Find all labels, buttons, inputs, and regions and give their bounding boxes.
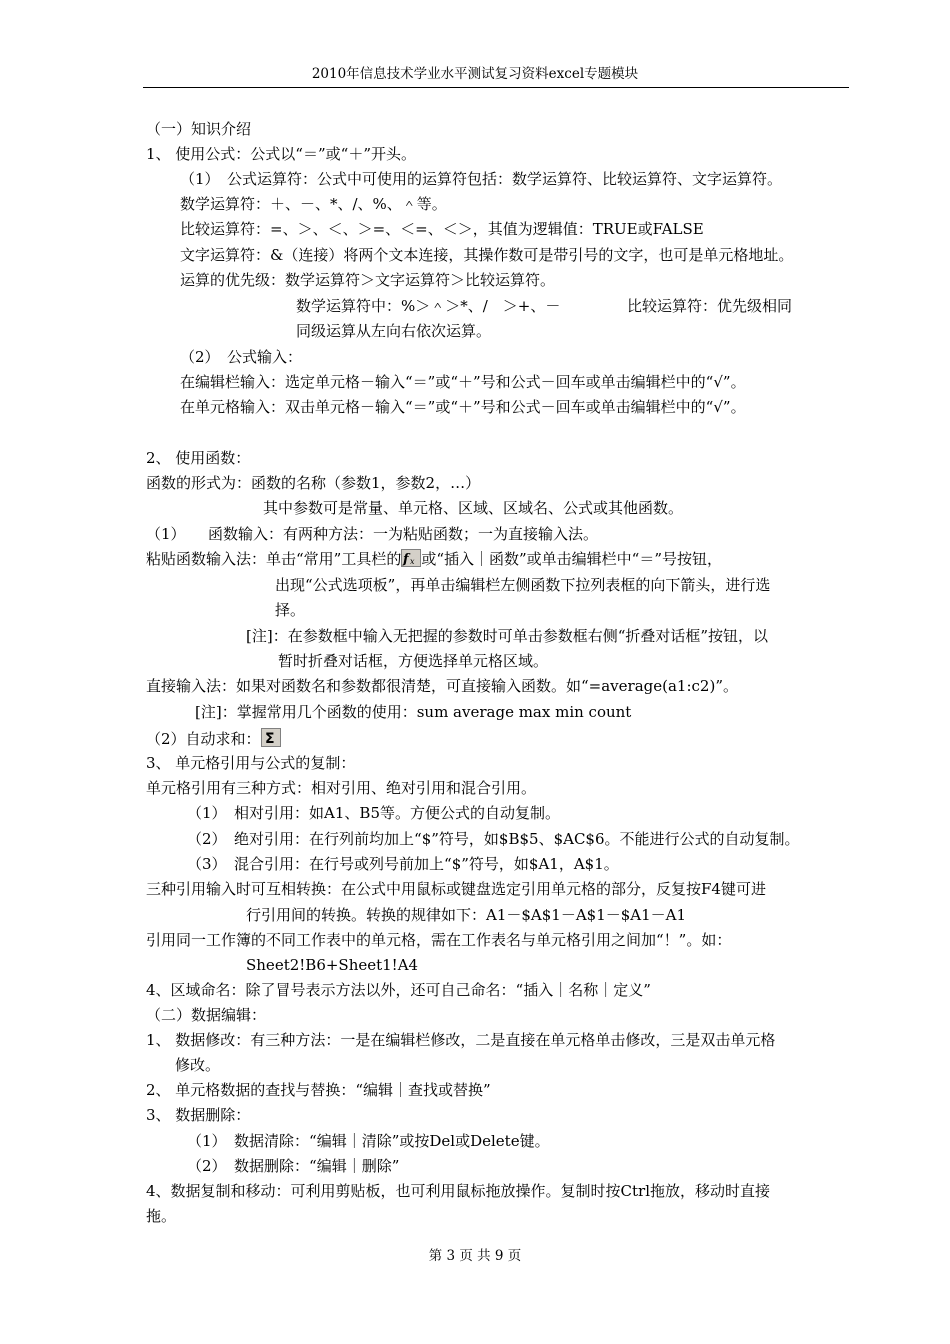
compare-operator-order: 比较运算符：优先级相同 xyxy=(627,297,793,315)
data-delete-heading: 3、 数据删除： xyxy=(146,1106,251,1124)
note-collapse-dialog-end: 暂时折叠对话框，方便选择单元格区域。 xyxy=(278,652,549,670)
formula-palette-desc: 出现“公式选项板”，再单击编辑栏左侧函数下拉列表框的向下箭头，进行选 xyxy=(275,576,771,594)
data-copy-move-end: 拖。 xyxy=(146,1207,177,1225)
same-level-order: 同级运算从左向右依次运算。 xyxy=(296,322,492,340)
paste-function-line xyxy=(146,549,722,571)
heading-cell-reference: 3、 单元格引用与公式的复制： xyxy=(146,754,356,772)
data-clear: （1） 数据清除：“编辑｜清除”或按Del或Delete键。 xyxy=(187,1132,550,1150)
input-in-edit-bar: 在编辑栏输入：选定单元格－输入“＝”或“＋”号和公式－回车或单击编辑栏中的“√”。 xyxy=(180,373,746,391)
cross-sheet-reference: 引用同一工作簿的不同工作表中的单元格，需在工作表名与单元格引用之间加“！”。如： xyxy=(146,931,732,949)
cross-sheet-example: Sheet2!B6+Sheet1!A4 xyxy=(246,956,419,974)
find-replace: 2、 单元格数据的查找与替换：“编辑｜查找或替换” xyxy=(146,1081,491,1099)
data-modify: 1、 数据修改：有三种方法：一是在编辑栏修改，二是直接在单元格单击修改，三是双击单元格 xyxy=(146,1031,776,1049)
heading-use-function: 2、 使用函数： xyxy=(146,449,251,467)
input-in-cell: 在单元格输入：双击单元格－输入“＝”或“＋”号和公式－回车或单击编辑栏中的“√”。 xyxy=(180,398,746,416)
absolute-reference: （2） 绝对引用：在行列前均加上“$”符号，如$B$5、$AC$6。不能进行公式的自动复制。 xyxy=(187,830,800,848)
math-operators: 数学运算符：＋、－、*、/、%、＾等。 xyxy=(180,195,447,213)
reference-types: 单元格引用有三种方式：相对引用、绝对引用和混合引用。 xyxy=(146,779,537,797)
text-operators: 文字运算符：&（连接）将两个文本连接，其操作数可是带引号的文字，也可是单元格地址。 xyxy=(180,246,794,264)
fx-function-icon xyxy=(401,549,421,571)
svg-text:f: f xyxy=(403,552,409,567)
sigma-autosum-icon xyxy=(261,728,281,751)
formula-operators: （1） 公式运算符：公式中可使用的运算符包括：数学运算符、比较运算符、文字运算符。 xyxy=(180,170,783,188)
note-common-functions: [注]：掌握常用几个函数的使用：sum average max min count xyxy=(195,703,632,721)
autosum-line xyxy=(146,728,281,751)
data-remove: （2） 数据删除：“编辑｜删除” xyxy=(187,1157,400,1175)
range-naming: 4、区域命名：除了冒号表示方法以外，还可自己命名：“插入｜名称｜定义” xyxy=(146,981,651,999)
note-collapse-dialog: [注]：在参数框中输入无把握的参数时可单击参数框右侧“折叠对话框”按钮，以 xyxy=(246,627,769,645)
operator-priority: 运算的优先级：数学运算符＞文字运算符＞比较运算符。 xyxy=(180,271,556,289)
reference-conversion: 三种引用输入时可互相转换：在公式中用鼠标或键盘选定引用单元格的部分，反复按F4键可进 xyxy=(146,880,766,898)
function-form: 函数的形式为：函数的名称（参数1，参数2，…） xyxy=(146,474,481,492)
paste-function-text: 粘贴函数输入法：单击“常用”工具栏的 xyxy=(146,550,402,568)
page-footer: 第 3 页 共 9 页 xyxy=(428,1248,522,1264)
math-operator-order: 数学运算符中：%＞＾＞*、/ ＞+、－ xyxy=(296,297,561,315)
section-knowledge-intro: （一）知识介绍 xyxy=(146,120,252,138)
relative-reference: （1） 相对引用：如A1、B5等。方便公式的自动复制。 xyxy=(187,804,560,822)
data-copy-move: 4、数据复制和移动：可利用剪贴板，也可利用鼠标拖放操作。复制时按Ctrl拖放，移动时直接 xyxy=(146,1182,771,1200)
data-modify-end: 修改。 xyxy=(175,1056,221,1074)
reference-conversion-rule: 行引用间的转换。转换的规律如下：A1－$A$1－A$1－$A1－A1 xyxy=(246,906,687,924)
page-header: 2010年信息技术学业水平测试复习资料excel专题模块 xyxy=(311,66,639,82)
compare-operators: 比较运算符：=、＞、＜、＞=、＜=、＜＞，其值为逻辑值：TRUE或FALSE xyxy=(180,220,704,238)
svg-text:Σ: Σ xyxy=(264,731,275,747)
function-input-heading: （1） 函数输入：有两种方法：一为粘贴函数；一为直接输入法。 xyxy=(146,525,599,543)
formula-input-heading: （2） 公式输入： xyxy=(180,348,303,366)
autosum-label: （2）自动求和： xyxy=(146,730,261,748)
function-params: 其中参数可是常量、单元格、区域、区域名、公式或其他函数。 xyxy=(263,499,684,517)
section-data-editing: （二）数据编辑： xyxy=(146,1006,267,1024)
mixed-reference: （3） 混合引用：在行号或列号前加上“$”符号，如$A1，A$1。 xyxy=(187,855,619,873)
formula-palette-desc-end: 择。 xyxy=(275,601,306,619)
svg-text:x: x xyxy=(410,557,415,566)
paste-function-text-rest: 或“插入｜函数”或单击编辑栏中“＝”号按钮， xyxy=(421,550,723,568)
heading-use-formula: 1、 使用公式：公式以“＝”或“＋”开头。 xyxy=(146,145,416,163)
header-rule xyxy=(143,87,849,88)
direct-input: 直接输入法：如果对函数名和参数都很清楚，可直接输入函数。如“=average(a1:c2)”。 xyxy=(146,677,738,695)
